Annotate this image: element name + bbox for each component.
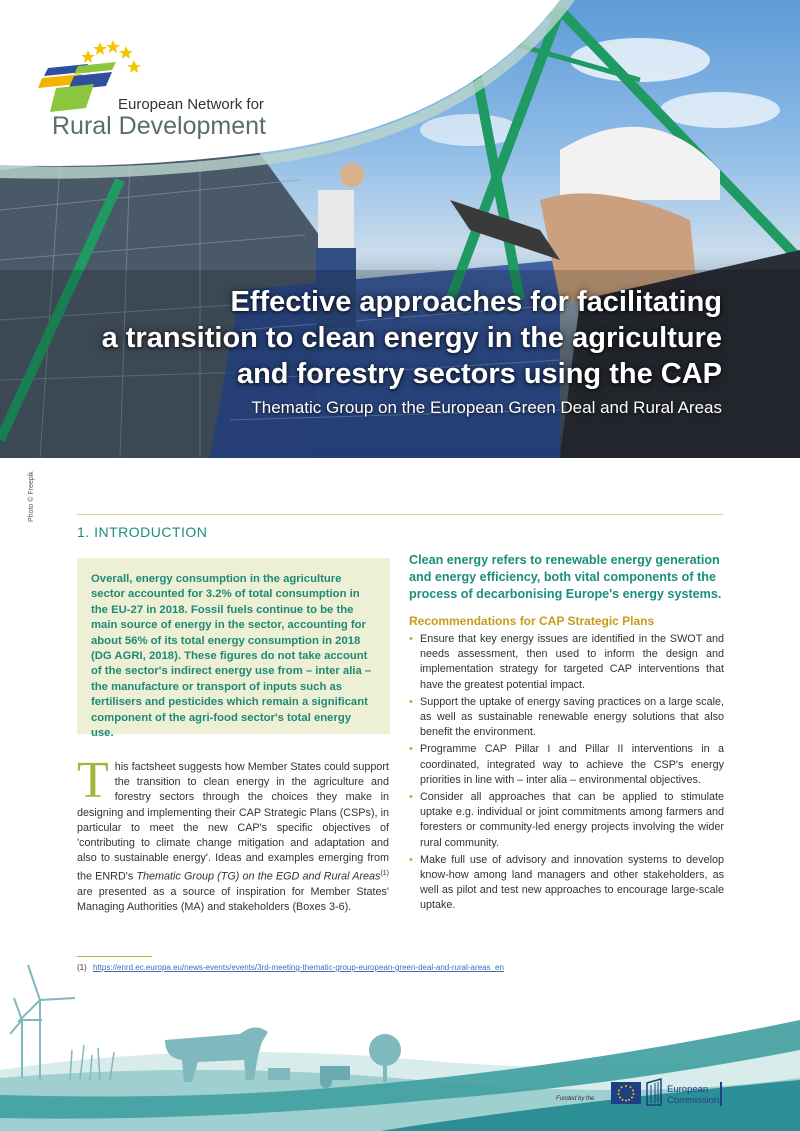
intro-footnote-ref: (1)	[380, 870, 390, 878]
section-heading: 1. INTRODUCTION	[77, 524, 208, 540]
ec-logo-bar	[720, 1082, 722, 1106]
intro-text-part1: his factsheet suggests how Member States could support the transition to clean energy in the agriculture and forestry sectors through the choices they make in designing and implementing their CAP Strategic Plans (CSPs), in particular to meet the new CAP's specific objectives of 'contributing to climate change mitigation and adaptation and also to sustainable energy'. Ideas and examples emerging from the ENRD's	[77, 761, 389, 884]
list-item: • Programme CAP Pillar I and Pillar II interventions in a coordinated, integrated way to achieve the CSP's energy priorities in line with – inter alia – environmental objectives.	[409, 742, 724, 788]
highlight-box-text: Overall, energy consumption in the agriculture sector accounted for 3.2% of total consumption in the EU-27 in 2018. Fossil fuels continue to be the main source of energy in the sector, accounting for about 56% of its total energy consumption in 2018 (DG AGRI, 2018). These figures do not take account of the sector's indirect energy use from – inter alia – the manufacture or transport of inputs such as fertilisers and pesticides which remain a significant component of the agri-food sector's total energy use.	[91, 573, 372, 740]
footnote-divider	[77, 956, 152, 957]
section-divider	[77, 514, 723, 515]
ec-name-line2: Commission	[667, 1095, 720, 1106]
recommendations-list	[409, 632, 724, 916]
page-title	[22, 284, 722, 392]
ec-logo-text	[667, 1084, 719, 1106]
enrd-logo	[38, 38, 278, 148]
footnote-number: (1)	[77, 963, 87, 972]
list-item: • Support the uptake of energy saving practices on a large scale, as well as sustainable renewable energy solutions that also benefit the environment.	[409, 695, 724, 741]
list-item: • Consider all approaches that can be applied to stimulate uptake e.g. individual or joint commitments among farmers and foresters or community-led energy projects involving the wider rural community.	[409, 790, 724, 851]
intro-text-part2: are presented as a source of inspiration for Member States' Managing Authorities (MA) and stakeholders (Boxes 3-6).	[77, 886, 389, 914]
hero-photo	[0, 0, 800, 458]
list-item: • Make full use of advisory and innovation systems to develop know-how among land managers and other stakeholders, as well as pilot and test new approaches to encourage large-scale uptake.	[409, 853, 724, 914]
title-line-3: and forestry sectors using the CAP	[236, 358, 722, 390]
ec-name-line1: European	[667, 1084, 709, 1095]
title-line-1: Effective approaches for facilitating	[230, 286, 722, 318]
intro-text-italic: Thematic Group (TG) on the EGD and Rural Areas	[136, 871, 381, 884]
eu-flag-icon	[611, 1082, 641, 1104]
ec-building-icon	[645, 1077, 663, 1107]
funded-by-label: Funded by the	[556, 1096, 595, 1102]
list-item: • Ensure that key energy issues are identified in the SWOT and needs assessment, then used to inform the design and implementation strategy for targeted CAP interventions that have the greatest potential impact.	[409, 632, 724, 693]
lead-paragraph: Clean energy refers to renewable energy generation and energy efficiency, both vital components of the process of decarbonising Europe's energy systems.	[409, 553, 722, 601]
photo-credit	[28, 470, 42, 522]
recommendations-heading: Recommendations for CAP Strategic Plans	[409, 614, 655, 628]
footnote-link[interactable]: https://enrd.ec.europa.eu/news-events/events/3rd-meeting-thematic-group-european-green-deal-and-rural-areas_en	[93, 963, 504, 972]
title-block	[22, 284, 722, 418]
photo-credit-text: Photo © Freepik	[28, 471, 35, 522]
intro-paragraph	[77, 752, 390, 916]
title-line-2: a transition to clean energy in the agriculture	[101, 322, 722, 354]
highlight-box	[77, 558, 390, 740]
dropcap: T	[77, 752, 109, 809]
page-subtitle: Thematic Group on the European Green Deal and Rural Areas	[251, 398, 722, 417]
org-name-line1: European Network for	[118, 96, 264, 113]
org-name-line2: Rural Development	[52, 112, 266, 140]
